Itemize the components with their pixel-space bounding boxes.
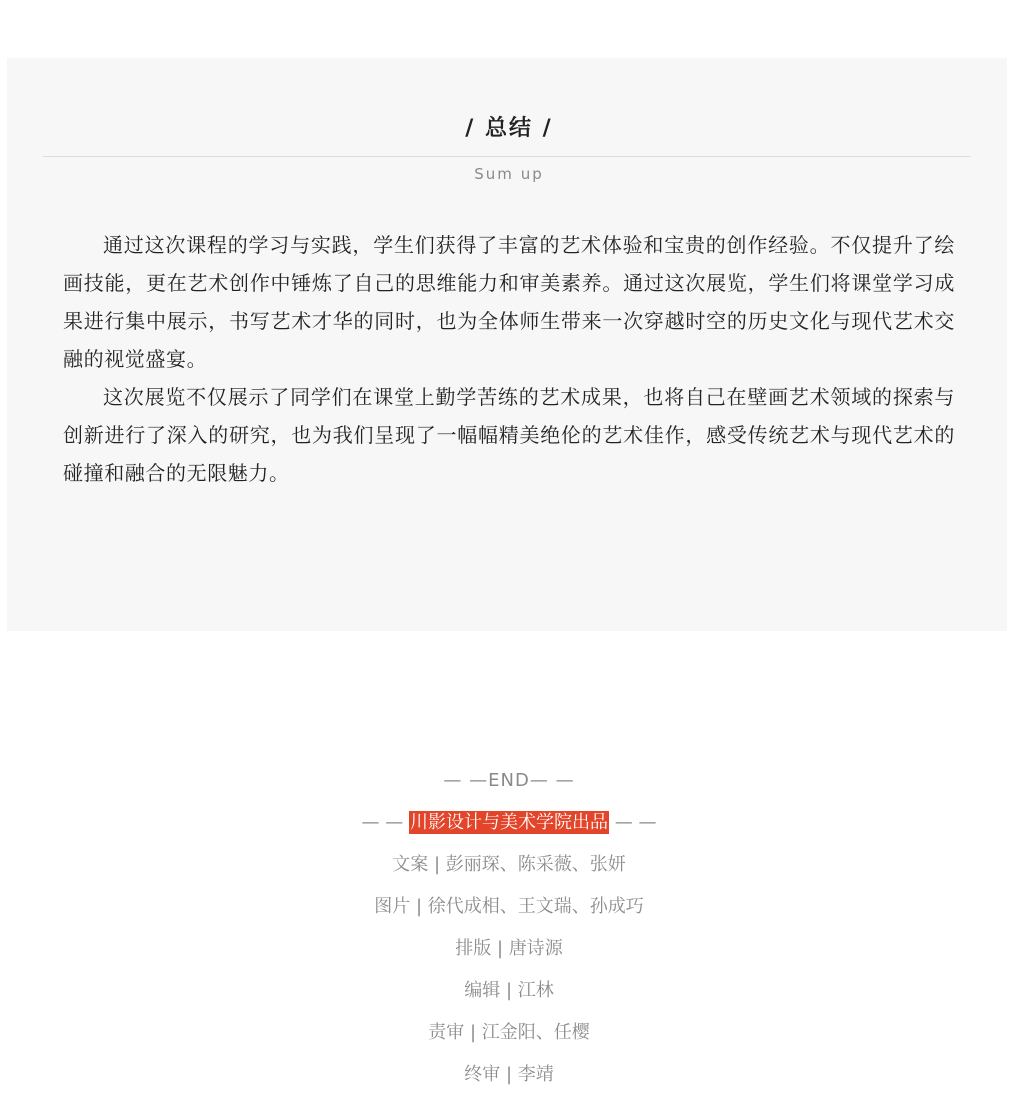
summary-paragraph-1: 通过这次课程的学习与实践，学生们获得了丰富的艺术体验和宝贵的创作经验。不仅提升了绘画技能，更在艺术创作中锤炼了自己的思维能力和审美素养。通过这次展览，学生们将课堂学习成果进行集中展示，书写艺术才华的同时，也为全体师生带来一次穿越时空的历史文化与现代艺术交融的视觉盛宴。	[63, 233, 955, 371]
credit-copywriting: 文案 | 彭丽琛、陈采薇、张妍	[392, 854, 626, 875]
credit-editor: 编辑 | 江林	[464, 980, 554, 1001]
title-divider	[43, 156, 971, 157]
section-subtitle: Sum up	[474, 165, 544, 183]
summary-paragraph-2: 这次展览不仅展示了同学们在课堂上勤学苦练的艺术成果，也将自己在壁画艺术领域的探索与创新进行了深入的研究，也为我们呈现了一幅幅精美绝伦的艺术佳作，感受传统艺术与现代艺术的碰撞和融合的无限魅力。	[63, 385, 955, 485]
brand-dash-left: — —	[361, 812, 404, 833]
credit-layout: 排版 | 唐诗源	[455, 938, 563, 959]
brand-dash-right: — —	[614, 812, 657, 833]
credits-footer	[0, 760, 1018, 1096]
credit-final-reviewer: 终审 | 李靖	[464, 1064, 554, 1085]
credit-reviewer: 责审 | 江金阳、任樱	[428, 1022, 590, 1043]
section-title: / 总结 /	[465, 116, 553, 141]
brand-label: 川影设计与美术学院出品	[410, 812, 608, 833]
end-marker: — —END— —	[443, 770, 575, 791]
summary-body	[63, 226, 955, 492]
brand-line	[0, 802, 1018, 844]
credit-photos: 图片 | 徐代成相、王文瑞、孙成巧	[374, 896, 644, 917]
